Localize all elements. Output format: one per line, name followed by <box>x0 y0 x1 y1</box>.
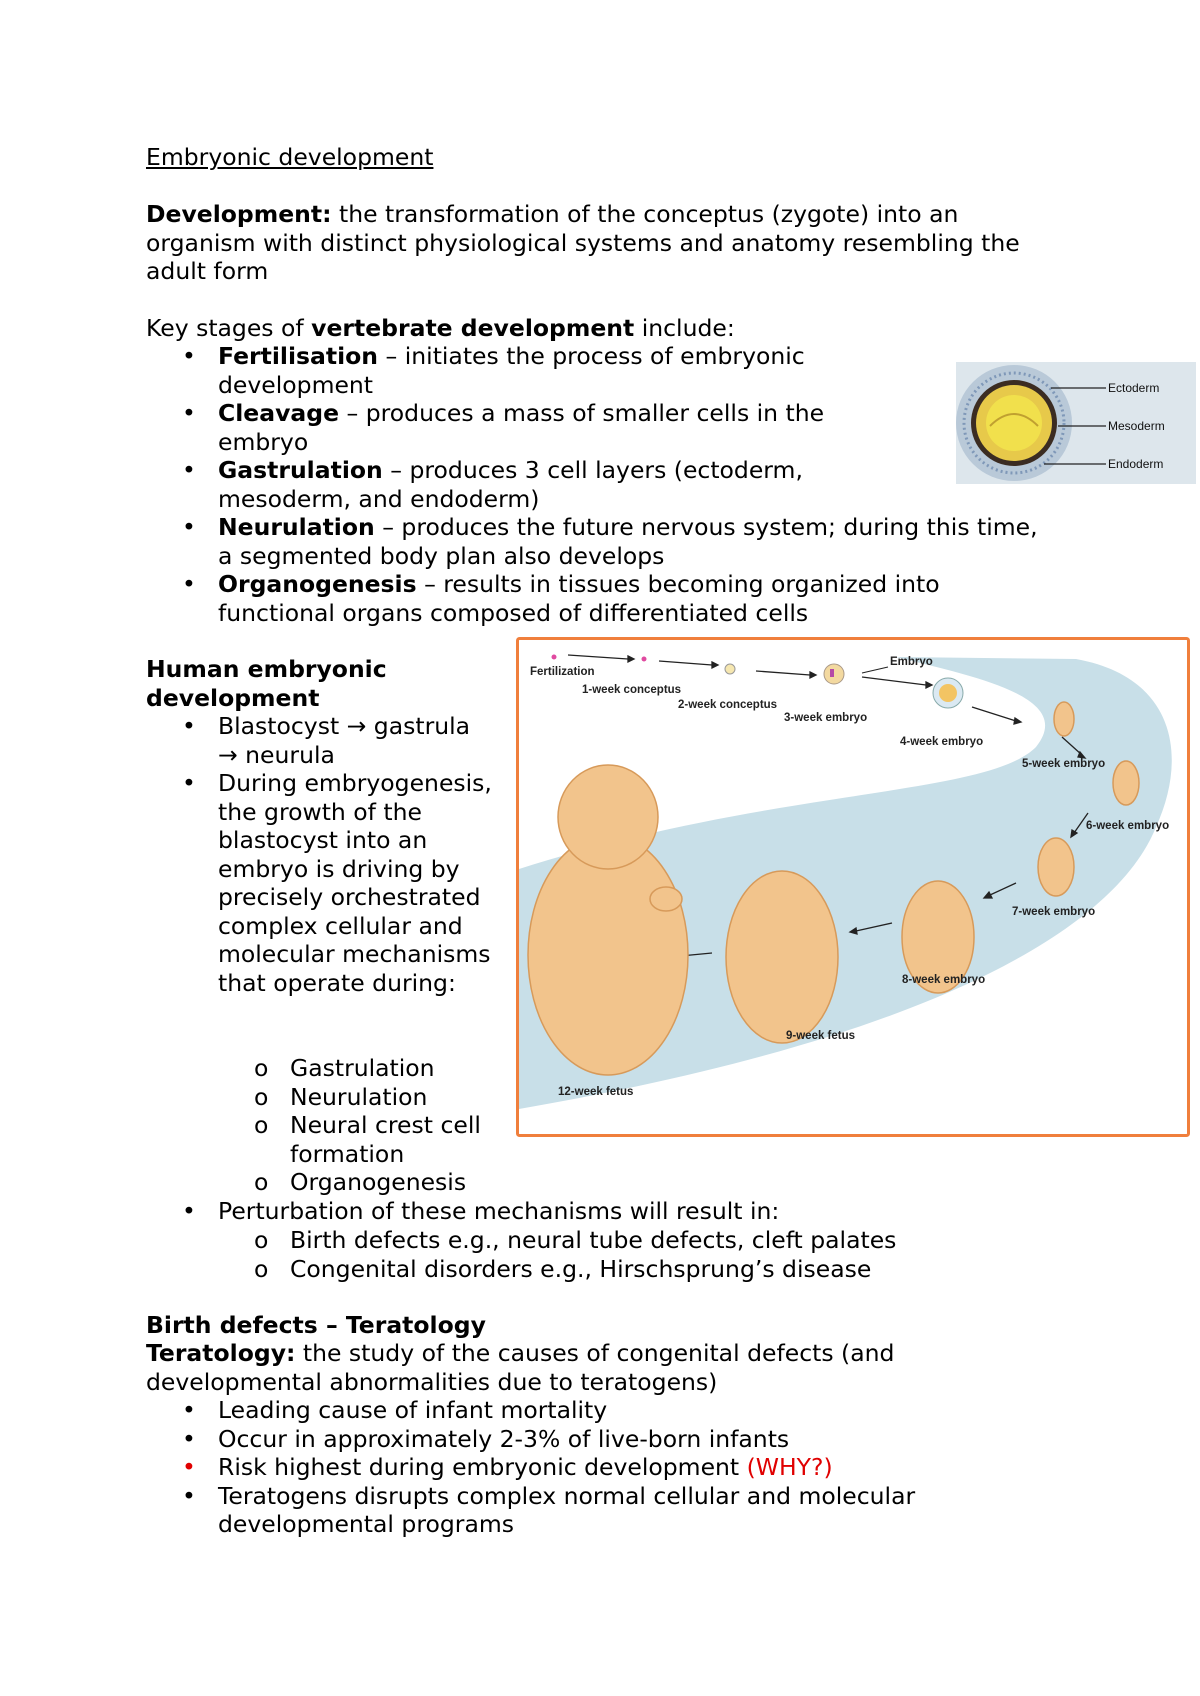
teratology-list <box>146 1396 1066 1539</box>
key-stages-intro <box>146 314 735 343</box>
embryo-timeline-figure <box>516 637 1190 1137</box>
intro-pre: Key stages of <box>146 314 312 342</box>
label-week5: 5-week embryo <box>1022 758 1106 770</box>
ectoderm-label: Ectoderm <box>1108 381 1160 395</box>
intro-bold: vertebrate development <box>311 314 635 342</box>
label-week1: 1-week conceptus <box>582 684 682 696</box>
list-item: • Cleavage – produces a mass of smaller cells in the embryo <box>146 399 838 456</box>
list-item: • Occur in approximately 2-3% of live-born infants <box>146 1425 1066 1454</box>
mesoderm-label: Mesoderm <box>1108 419 1165 433</box>
label-week4: 4-week embryo <box>900 736 984 748</box>
list-item: • Neurulation – produces the future nervous system; during this time, a segmented body plan also develops <box>146 513 1048 570</box>
label-week9: 9-week fetus <box>786 1030 856 1042</box>
label-week2: 2-week conceptus <box>678 699 778 711</box>
label-embryo: Embryo <box>890 656 933 668</box>
key-stages-list <box>146 342 1038 627</box>
definition-term: Development: <box>146 200 332 228</box>
list-item: o Congenital disorders e.g., Hirschsprung’s disease <box>146 1255 1066 1284</box>
label-week8: 8-week embryo <box>902 974 986 986</box>
label-week6: 6-week embryo <box>1086 820 1170 832</box>
list-item: • Teratogens disrupts complex normal cellular and molecular developmental programs <box>146 1482 1098 1539</box>
list-item: • Risk highest during embryonic development (WHY?) <box>146 1453 1066 1482</box>
mechanisms-sublist <box>146 1054 506 1197</box>
human-section-list <box>146 712 506 997</box>
list-item: o Birth defects e.g., neural tube defects, cleft palates <box>146 1226 1066 1255</box>
page-title: Embryonic development <box>146 143 434 171</box>
teratology-heading: Birth defects – Teratology <box>146 1311 486 1339</box>
perturbation-list <box>146 1197 1066 1226</box>
development-definition <box>146 200 1066 286</box>
list-item: • Fertilisation – initiates the process of embryonic development <box>146 342 838 399</box>
label-fertilization: Fertilization <box>530 666 595 678</box>
list-item: • During embryogenesis, the growth of the blastocyst into an embryo is driving by precisely orchestrated complex cellular and molecular mechanisms that operate during: <box>146 769 498 997</box>
human-section-heading: Human embryonic development <box>146 655 387 712</box>
definition-text: the transformation of the conceptus (zygote) into an organism with distinct physiological systems and anatomy resembling the adult form <box>146 200 1020 285</box>
list-item: • Leading cause of infant mortality <box>146 1396 1066 1425</box>
intro-post: include: <box>634 314 735 342</box>
label-week3: 3-week embryo <box>784 712 868 724</box>
teratology-definition: Teratology: the study of the causes of congenital defects (and developmental abnormalities due to teratogens) <box>146 1339 895 1396</box>
endoderm-label: Endoderm <box>1108 457 1164 471</box>
label-week12: 12-week fetus <box>558 1086 634 1098</box>
label-week7: 7-week embryo <box>1012 906 1096 918</box>
germ-layer-figure <box>956 362 1196 484</box>
list-item: o Organogenesis <box>146 1168 506 1197</box>
list-item: o Neurulation <box>146 1083 506 1112</box>
list-item: • Perturbation of these mechanisms will result in: <box>146 1197 1066 1226</box>
list-item: o Gastrulation <box>146 1054 506 1083</box>
list-item: • Blastocyst → gastrula → neurula <box>146 712 478 769</box>
list-item: • Gastrulation – produces 3 cell layers (ectoderm, mesoderm, and endoderm) <box>146 456 838 513</box>
list-item: • Organogenesis – results in tissues becoming organized into functional organs composed of differentiated cells <box>146 570 1048 627</box>
list-item: o Neural crest cell formation <box>146 1111 506 1168</box>
perturbation-sublist <box>146 1226 1066 1283</box>
